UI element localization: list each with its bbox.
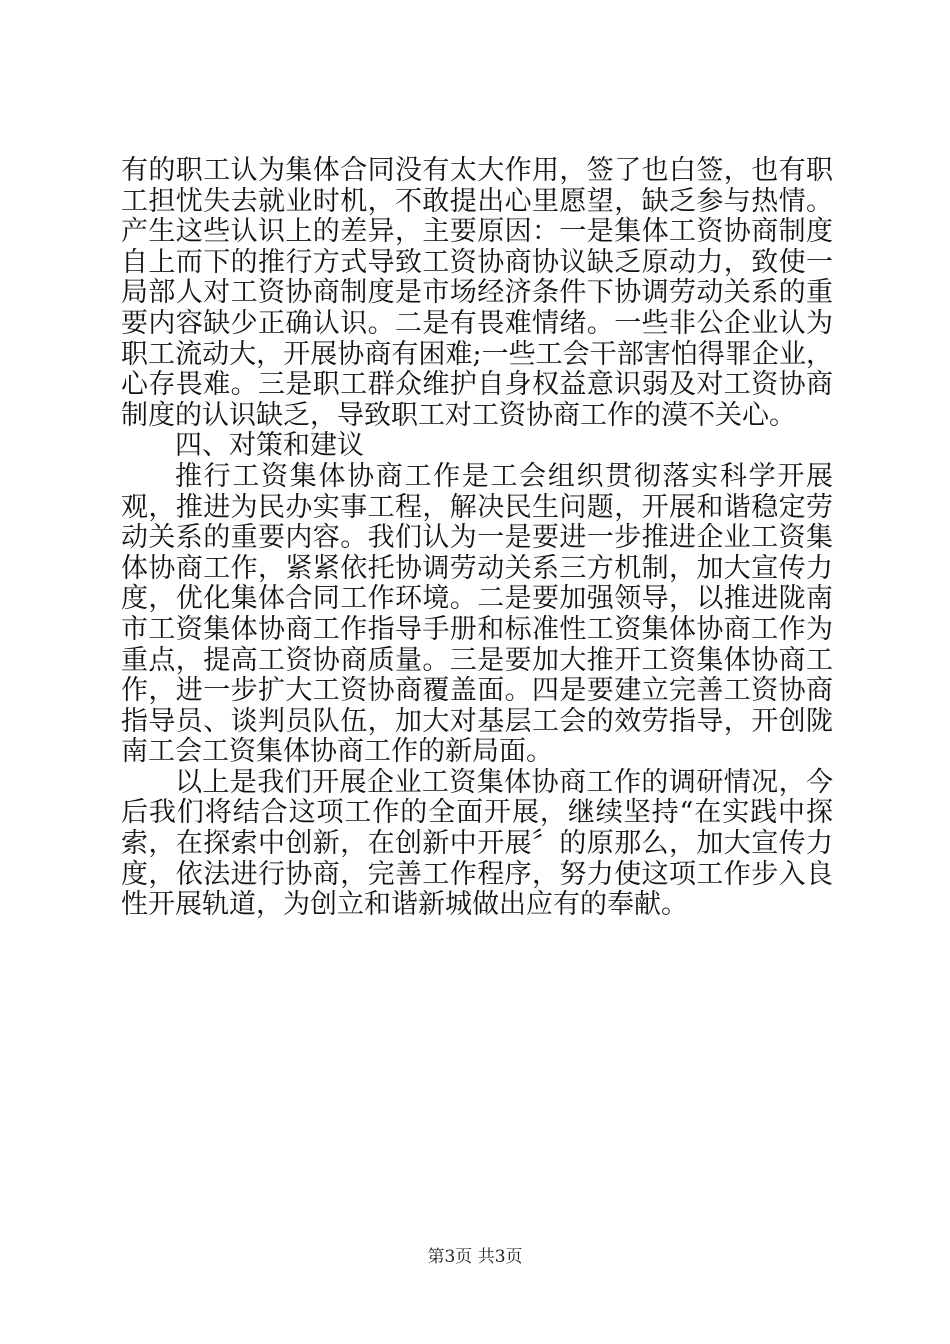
page-number-footer: 第3页 共3页 (427, 1247, 523, 1267)
paragraph-causes: 有的职工认为集体合同没有太大作用，签了也白签，也有职工担忧失去就业时机，不敢提出心里愿望，缺乏参与热情。产生这些认识上的差异，主要原因：一是集体工资协商制度自上而下的推行方式导致工资协商协议缺乏原动力，致使一局部人对工资协商制度是市场经济条件下协调劳动关系的重要内容缺少正确认识。二是有畏难情绪。一些非公企业认为职工流动大，开展协商有困难;一些工会干部害怕得罪企业，心存畏难。三是职工群众维护自身权益意识弱及对工资协商制度的认识缺乏，导致职工对工资协商工作的漠不关心。 (121, 155, 833, 431)
document-body (121, 156, 833, 921)
paragraph-recommendations: 推行工资集体协商工作是工会组织贯彻落实科学开展观，推进为民办实事工程，解决民生问题，开展和谐稳定劳动关系的重要内容。我们认为一是要进一步推进企业工资集体协商工作，紧紧依托协调劳动关系三方机制，加大宣传力度，优化集体合同工作环境。二是要加强领导，以推进陇南市工资集体协商工作指导手册和标准性工资集体协商工作为重点，提高工资协商质量。三是要加大推开工资集体协商工作，进一步扩大工资协商覆盖面。四是要建立完善工资协商指导员、谈判员队伍，加大对基层工会的效劳指导，开创陇南工会工资集体协商工作的新局面。 (121, 460, 833, 768)
paragraph-conclusion: 以上是我们开展企业工资集体协商工作的调研情况，今后我们将结合这项工作的全面开展，继续坚持“在实践中探索，在探索中创新，在创新中开展〞的原那么，加大宣传力度，依法进行协商，完善工作程序，努力使这项工作步入良性开展轨道，为创立和谐新城做出应有的奉献。 (121, 766, 833, 921)
section-heading-countermeasures: 四、对策和建议 (175, 430, 364, 462)
